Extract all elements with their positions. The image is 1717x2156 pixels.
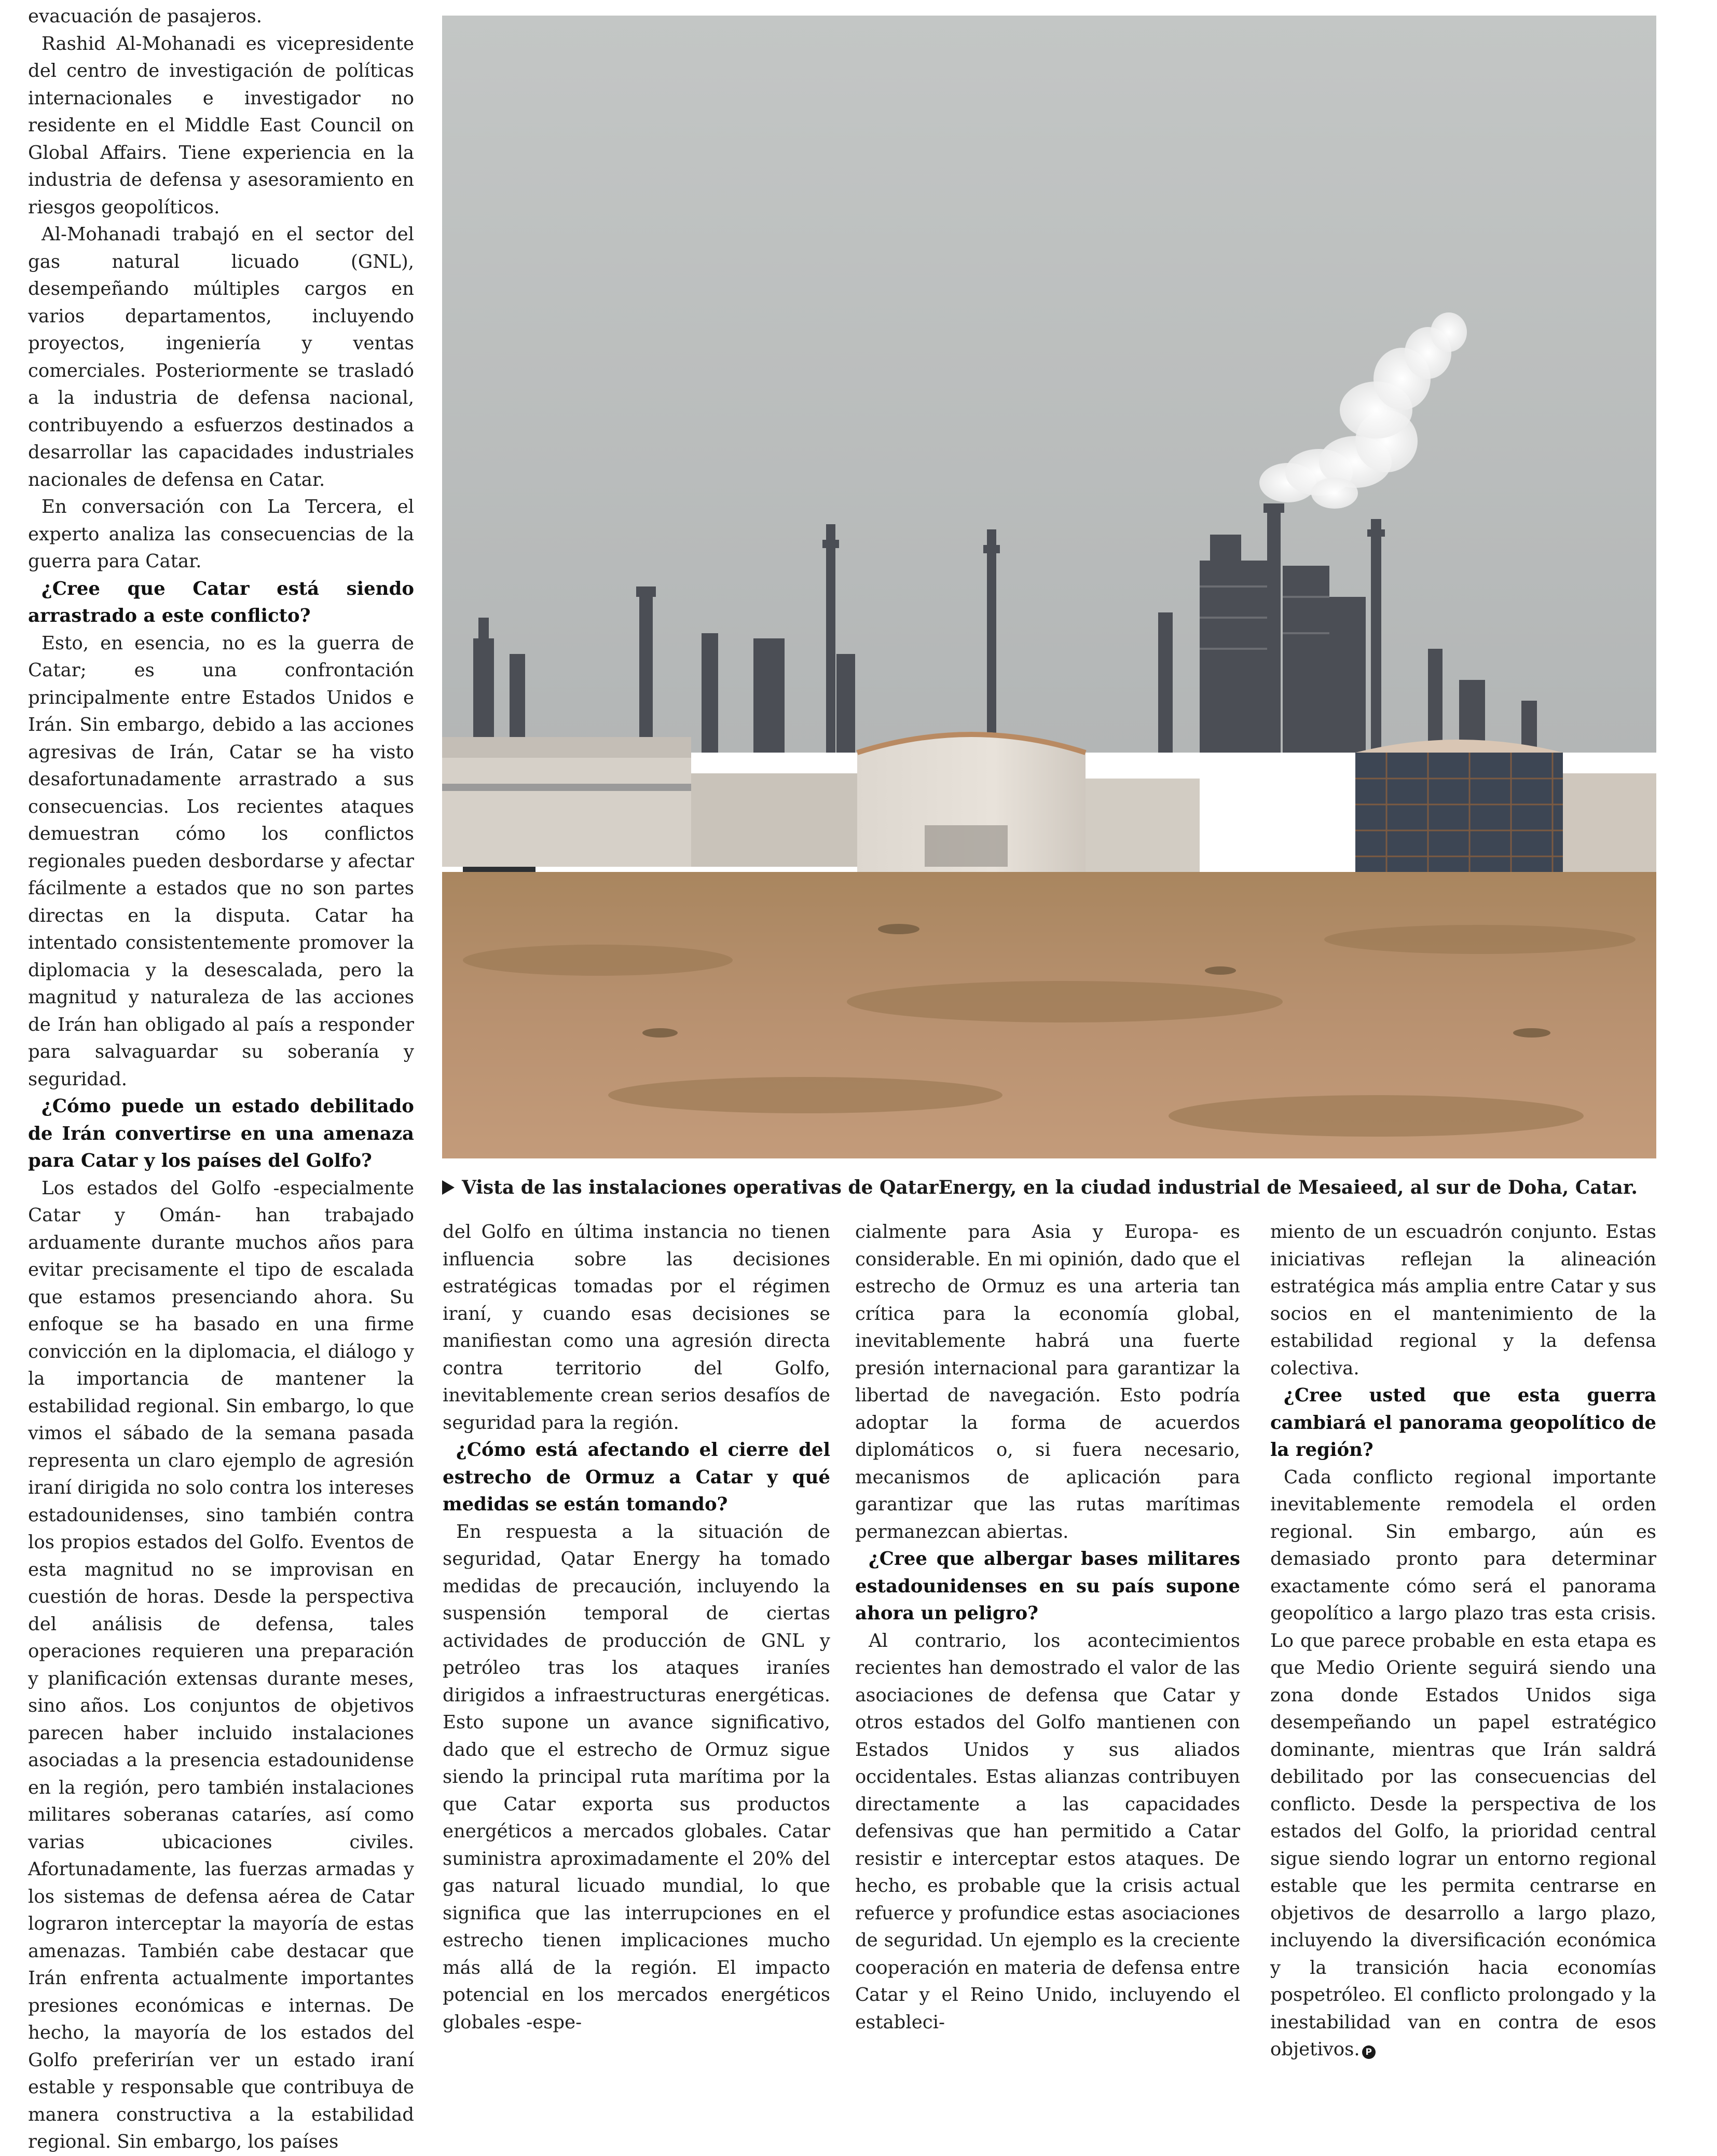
paragraph: evacuación de pasajeros. (28, 6, 263, 27)
article-column-1 (28, 3, 414, 2156)
interview-question: ¿Cree que albergar bases militares estadounidenses en su país supone ahora un peligro? (855, 1548, 1240, 1624)
paragraph (1270, 1464, 1656, 2064)
paragraph: cialmente para Asia y Europa- es considerable. En mi opinión, dado que el estrecho de Ormuz es una arteria tan crítica para la economía global, inevitablemente habrá una fuerte presión internacional para garantizar la libertad de navegación. Esto podría adoptar la forma de acuerdos diplomáticos o, si fuera necesario, mecanismos de aplicación para garantizar que las rutas marítimas permanezcan abiertas. (855, 1221, 1240, 1543)
paragraph: Esto, en esencia, no es la guerra de Catar; es una confrontación principalmente entre Estados Unidos e Irán. Sin embargo, debido a las acciones agresivas de Irán, Catar se ha visto desafortunadamente arrastrado a sus consecuencias. Los recientes ataques demuestran cómo los conflictos regionales pueden desbordarse y afectar fácilmente a estados que no son partes directas en la disputa. Catar ha intentado consistentemente promover la diplomacia y la desescalada, pero la magnitud y naturaleza de las acciones de Irán han obligado al país a responder para salvaguardar su soberanía y seguridad. (28, 632, 414, 1090)
photo-caption (442, 1174, 1656, 1201)
paragraph: Rashid Al-Mohanadi es vicepresidente del centro de investigación de políticas internacionales e investigador no residente en el Middle East Council on Global Affairs. Tiene experiencia en la industria de defensa y asesoramiento en riesgos geopolíticos. (28, 33, 414, 218)
paragraph: Los estados del Golfo -especialmente Catar y Omán- han trabajado arduamente durante muchos años para evitar precisamente el tipo de escalada que estamos presenciando ahora. Su enfoque se ha basado en una firme convicción en la diplomacia, el diálogo y la importancia de mantener la estabilidad regional. Sin embargo, lo que vimos el sábado de la semana pasada representa un claro ejemplo de agresión iraní dirigida no solo contra los intereses estadounidenses, sino también contra los propios estados del Golfo. Eventos de esta magnitud no se improvisan en cuestión de horas. Desde la perspectiva del análisis de defensa, tales operaciones requieren una preparación y planificación extensas durante meses, sino años. Los conjuntos de objetivos parecen haber incluido instalaciones asociadas a la presencia estadounidense en la región, pero también instalaciones militares soberanas cataríes, así como varias ubicaciones civiles. Afortunadamente, las fuerzas armadas y los sistemas de defensa aérea de Catar lograron interceptar la mayoría de estas amenazas. También cabe destacar que Irán enfrenta actualmente importantes presiones económicas e internas. De hecho, la mayoría de los estados del Golfo preferirían ver un estado iraní estable y responsable que contribuya de manera constructiva a la estabilidad regional. Sin embargo, los países (28, 1177, 414, 2152)
paragraph: Al-Mohanadi trabajó en el sector del gas natural licuado (GNL), desempeñando múltiples cargos en varios departamentos, incluyendo proyectos, ingeniería y ventas comerciales. Posteriormente se trasladó a la industria de defensa nacional, contribuyendo a esfuerzos destinados a desarrollar las capacidades industriales nacionales de defensa en Catar. (28, 224, 414, 490)
article-column-3 (855, 1219, 1240, 2036)
interview-question: ¿Cómo está afectando el cierre del estrecho de Ormuz a Catar y qué medidas se están tomando? (443, 1439, 830, 1515)
article-column-2 (443, 1219, 830, 2036)
paragraph: En conversación con La Tercera, el experto analiza las consecuencias de la guerra para Catar. (28, 496, 414, 572)
paragraph: miento de un escuadrón conjunto. Estas iniciativas reflejan la alineación estratégica más amplia entre Catar y sus socios en el mantenimiento de la estabilidad regional y la defensa colectiva. (1270, 1221, 1656, 1379)
paragraph: En respuesta a la situación de seguridad, Qatar Energy ha tomado medidas de precaución, incluyendo la suspensión temporal de ciertas actividades de producción de GNL y petróleo tras los ataques iraníes dirigidos a infraestructuras energéticas. Esto supone un avance significativo, dado que el estrecho de Ormuz sigue siendo la principal ruta marítima por la que Catar exporta sus productos energéticos a mercados globales. Catar suministra aproximadamente el 20% del gas natural licuado mundial, lo que significa que las interrupciones en el estrecho tienen implicaciones mucho más allá de la región. El impacto potencial en los mercados energéticos globales -espe- (443, 1521, 830, 2033)
caption-arrow-icon (442, 1180, 455, 1195)
interview-question: ¿Cree que Catar está siendo arrastrado a este conflicto? (28, 578, 414, 626)
paragraph: Al contrario, los acontecimientos recientes han demostrado el valor de las asociaciones de defensa que Catar y otros estados del Golfo mantienen con Estados Unidos y sus aliados occidentales. Estas alianzas contribuyen directamente a las capacidades defensivas que han permitido a Catar resistir e interceptar estos ataques. De hecho, es probable que la crisis actual refuerce y profundice estas asociaciones de seguridad. Un ejemplo es la creciente cooperación en materia de defensa entre Catar y el Reino Unido, incluyendo el estableci- (855, 1630, 1240, 2033)
paragraph-text: Cada conflicto regional importante inevitablemente remodela el orden regional. Sin embargo, aún es demasiado pronto para determinar exactamente cómo será el panorama geopolítico a largo plazo tras esta crisis. Lo que parece probable en esta etapa es que Medio Oriente seguirá siendo una zona donde Estados Unidos siga desempeñando un papel estratégico dominante, mientras que Irán saldrá debilitado por las consecuencias del conflicto. Desde la perspectiva de los estados del Golfo, la prioridad central sigue siendo lograr un entorno regional estable que les permita centrarse en objetivos de desarrollo a largo plazo, incluyendo la diversificación económica y la transición hacia economías pospetróleo. El conflicto prolongado y la inestabilidad van en contra de esos objetivos. (1270, 1466, 1656, 2060)
article-column-4 (1270, 1219, 1656, 2064)
paragraph: del Golfo en última instancia no tienen influencia sobre las decisiones estratégicas tomadas por el régimen iraní, y cuando esas decisiones se manifiestan como una agresión directa contra territorio del Golfo, inevitablemente crean serios desafíos de seguridad para la región. (443, 1221, 830, 1434)
interview-question: ¿Cree usted que esta guerra cambiará el panorama geopolítico de la región? (1270, 1385, 1656, 1461)
caption-text: Vista de las instalaciones operativas de QatarEnergy, en la ciudad industrial de Mesaieed, al sur de Doha, Catar. (462, 1177, 1638, 1198)
industrial-plant-photo (442, 16, 1656, 1158)
end-mark-icon: P (1362, 2045, 1376, 2059)
interview-question: ¿Cómo puede un estado debilitado de Irán convertirse en una amenaza para Catar y los países del Golfo? (28, 1096, 414, 1171)
